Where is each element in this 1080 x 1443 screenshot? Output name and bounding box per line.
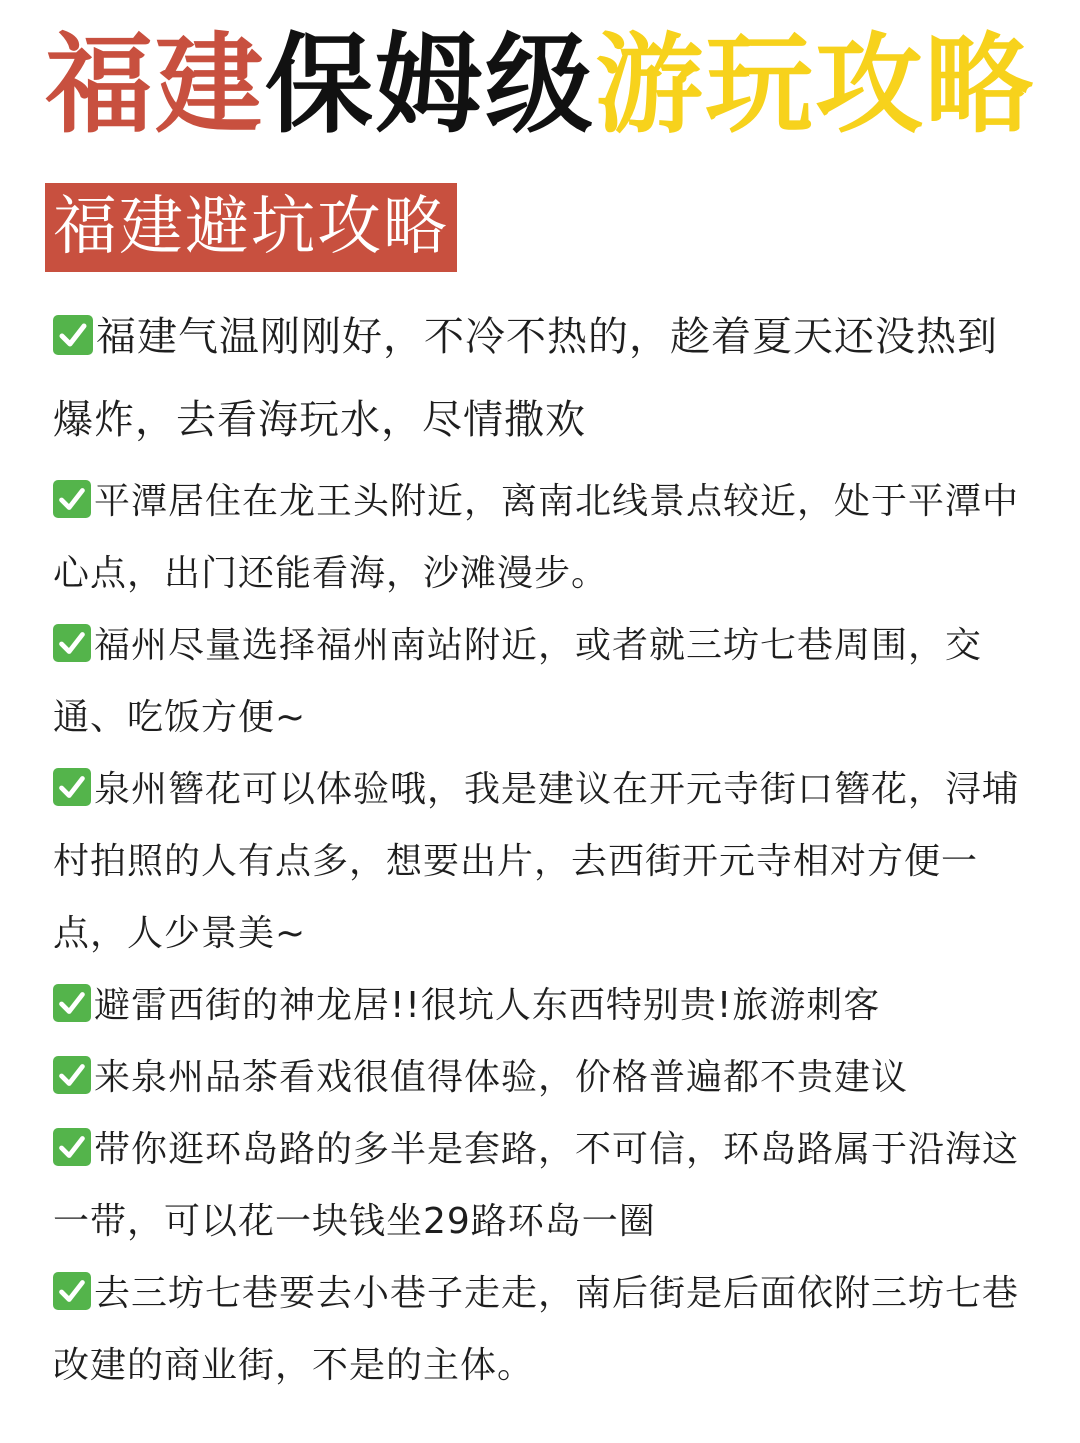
tip-text: 来泉州品茶看戏很值得体验，价格普遍都不贵建议 xyxy=(94,1057,909,1098)
tip-text: 去三坊七巷要去小巷子走走，南后街是后面依附三坊七巷改建的商业街，不是的主体。 xyxy=(53,1273,1020,1386)
check-mark-icon xyxy=(53,768,91,806)
tip-text: 泉州簪花可以体验哦，我是建议在开元寺街口簪花，浔埔村拍照的人有点多，想要出片，去西街开元寺相对方便一点，人少景美~ xyxy=(53,769,1020,954)
tip-item xyxy=(53,970,1033,1042)
tip-item xyxy=(53,754,1033,970)
check-mark-icon xyxy=(53,624,91,662)
check-mark-icon xyxy=(53,1056,91,1094)
tip-text: 平潭居住在龙王头附近，离南北线景点较近，处于平潭中心点，出门还能看海，沙滩漫步。 xyxy=(53,481,1020,594)
tip-item xyxy=(53,1114,1033,1258)
tip-item xyxy=(53,466,1033,610)
tip-item xyxy=(53,1258,1033,1402)
headline-part-nanny-level: 保姆级 xyxy=(264,23,595,148)
check-mark-icon xyxy=(53,1128,91,1166)
tip-item xyxy=(53,610,1033,754)
headline-part-travel-guide: 游玩攻略 xyxy=(595,23,1036,148)
check-mark-icon xyxy=(53,1272,91,1310)
check-mark-icon xyxy=(53,315,93,355)
check-mark-icon xyxy=(53,984,91,1022)
tip-item xyxy=(53,1042,1033,1114)
tip-item xyxy=(53,296,1033,462)
check-mark-icon xyxy=(53,480,91,518)
tip-text: 福州尽量选择福州南站附近，或者就三坊七巷周围，交通、吃饭方便~ xyxy=(53,625,983,738)
tips-list xyxy=(53,296,1033,1402)
headline-part-fujian: 福建 xyxy=(44,23,265,148)
tip-text: 带你逛环岛路的多半是套路，不可信，环岛路属于沿海这一带，可以花一块钱坐29路环岛一圈 xyxy=(53,1129,1020,1242)
tip-text: 福建气温刚刚好，不冷不热的，趁着夏天还没热到爆炸，去看海玩水，尽情撒欢 xyxy=(53,314,998,443)
tip-text: 避雷西街的神龙居!!很坑人东西特别贵!旅游刺客 xyxy=(94,985,881,1026)
page-headline xyxy=(0,23,1080,148)
section-tag: 福建避坑攻略 xyxy=(45,183,457,272)
